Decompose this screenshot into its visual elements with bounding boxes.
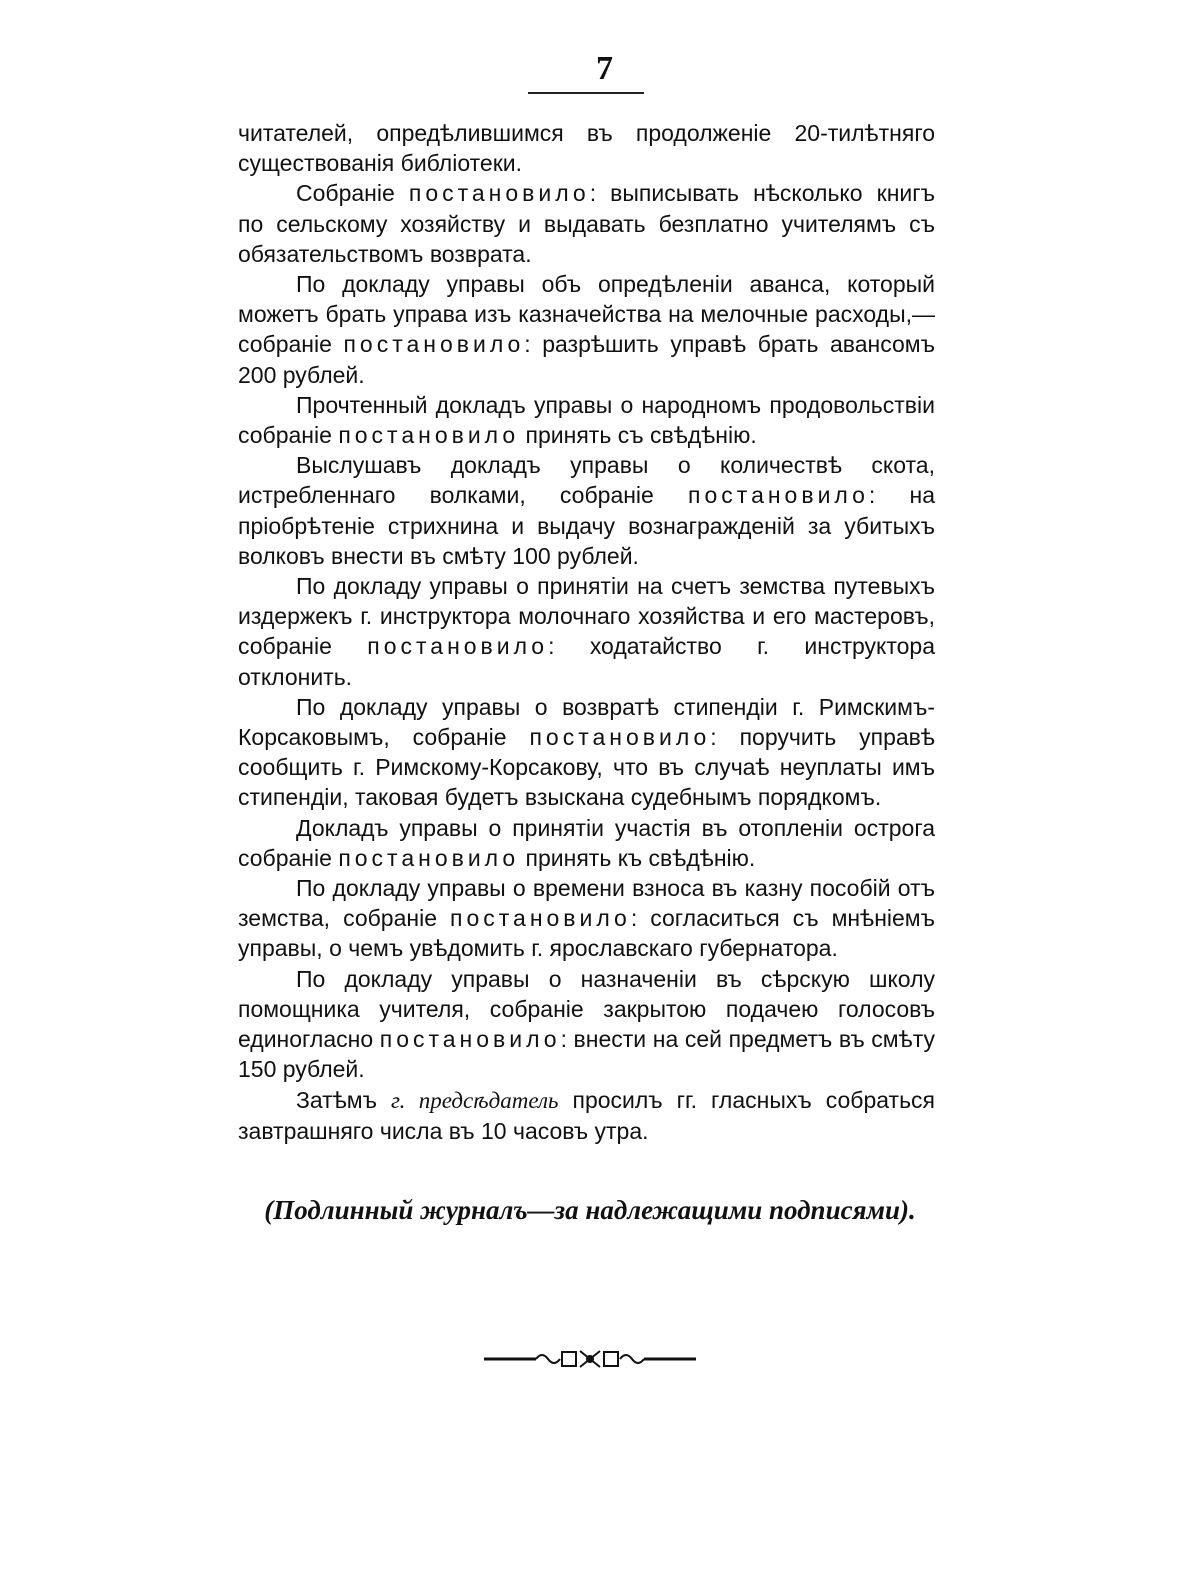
paragraph — [238, 873, 935, 964]
paragraph-text: : поручить управѣ сообщить г. Римскому-Корсакову, что въ случаѣ неуплаты имъ стипендіи, таковая будетъ взыскана судебнымъ порядкомъ. — [238, 724, 935, 811]
spaced-emphasis-text: постановило — [338, 422, 520, 449]
paragraph — [238, 1085, 935, 1146]
spaced-emphasis-text: постановило — [408, 180, 590, 207]
spaced-emphasis-text: постановило — [367, 633, 549, 660]
paragraph — [238, 118, 935, 178]
paragraph-text: Выслушавъ докладъ управы о количествѣ скота, истребленнаго волками, собраніе — [238, 452, 935, 509]
italic-text: г. предсѣдатель — [391, 1087, 559, 1113]
ornament-divider-icon — [484, 1347, 696, 1371]
paragraph — [238, 692, 935, 813]
paragraph-text: По докладу управы о времени взноса въ казну пособій отъ земства, собраніе — [238, 875, 935, 932]
paragraph-text: Затѣмъ — [296, 1086, 391, 1113]
paragraph-text: По докладу управы о возвратѣ стипендіи г. Римскимъ-Корсаковымъ, собраніе — [238, 693, 935, 751]
paragraph-text: По докладу управы объ опредѣленіи аванса, который можетъ брать управа изъ казначейства на мелочные расходы,—собраніе — [238, 271, 935, 358]
paragraph-text: : согласиться съ мнѣніемъ управы, о чемъ увѣдомить г. ярославскаго губернатора. — [238, 905, 935, 962]
spaced-emphasis-text: постановило — [338, 844, 520, 871]
paragraph-text: принять съ свѣдѣнію. — [519, 422, 757, 449]
paragraph-text: По докладу управы о принятіи на счетъ земства путевыхъ издержекъ г. инструктора молочнаго хозяйства и его мастеровъ, собраніе — [238, 573, 935, 660]
spaced-emphasis-text: постановило — [343, 331, 525, 358]
paragraph — [238, 269, 935, 390]
spaced-emphasis-text: постановило — [529, 724, 711, 751]
paragraph-text: : ходатайство г. инструктора отклонить. — [238, 633, 935, 690]
paragraph-text: : разрѣшить управѣ брать авансомъ 200 рублей. — [238, 331, 935, 388]
page-number: 7 — [596, 50, 613, 87]
paragraph-text: Собраніе — [296, 180, 409, 207]
spaced-emphasis-text: постановило — [688, 482, 869, 509]
paragraph — [238, 813, 935, 873]
paragraph-text: принять къ свѣдѣнію. — [519, 844, 756, 871]
paragraph-text: По докладу управы о назначеніи въ сѣрскую школу помощника учителя, собраніе закрытою подачею голосовъ единогласно — [238, 965, 935, 1053]
paragraph — [238, 450, 935, 571]
paragraph-text: : внести на сей предметъ въ смѣту 150 рублей. — [238, 1026, 935, 1083]
paragraph-text: Докладъ управы о принятіи участія въ отопленіи острога собраніе — [238, 814, 935, 871]
body-text — [238, 118, 935, 1146]
spaced-emphasis-text: постановило — [379, 1026, 561, 1053]
paragraph — [238, 964, 935, 1085]
paragraph-text: : выписывать нѣсколько книгъ по сельскому хозяйству и выдавать безплатно учителямъ съ обязательствомъ возврата. — [238, 180, 936, 267]
page-number-rule — [528, 92, 644, 94]
spaced-emphasis-text: постановило — [450, 905, 631, 932]
signature-note: (Подлинный журналъ—за надлежащими подписями). — [264, 1195, 916, 1225]
paragraph-text: : на пріобрѣтеніе стрихнина и выдачу вознагражденій за убитыхъ волковъ внести въ смѣту 100 рублей. — [238, 482, 935, 569]
paragraph-text: просилъ гг. гласныхъ собраться завтрашняго числа въ 10 часовъ утра. — [238, 1086, 935, 1144]
paragraph-text: Прочтенный докладъ управы о народномъ продовольствіи собраніе — [238, 391, 935, 449]
paragraph — [238, 390, 935, 450]
paragraph-text: читателей, опредѣлившимся въ продолженіе 20-тилѣтняго существованія библіотеки. — [238, 120, 935, 177]
paragraph — [238, 178, 935, 269]
paragraph — [238, 571, 935, 692]
